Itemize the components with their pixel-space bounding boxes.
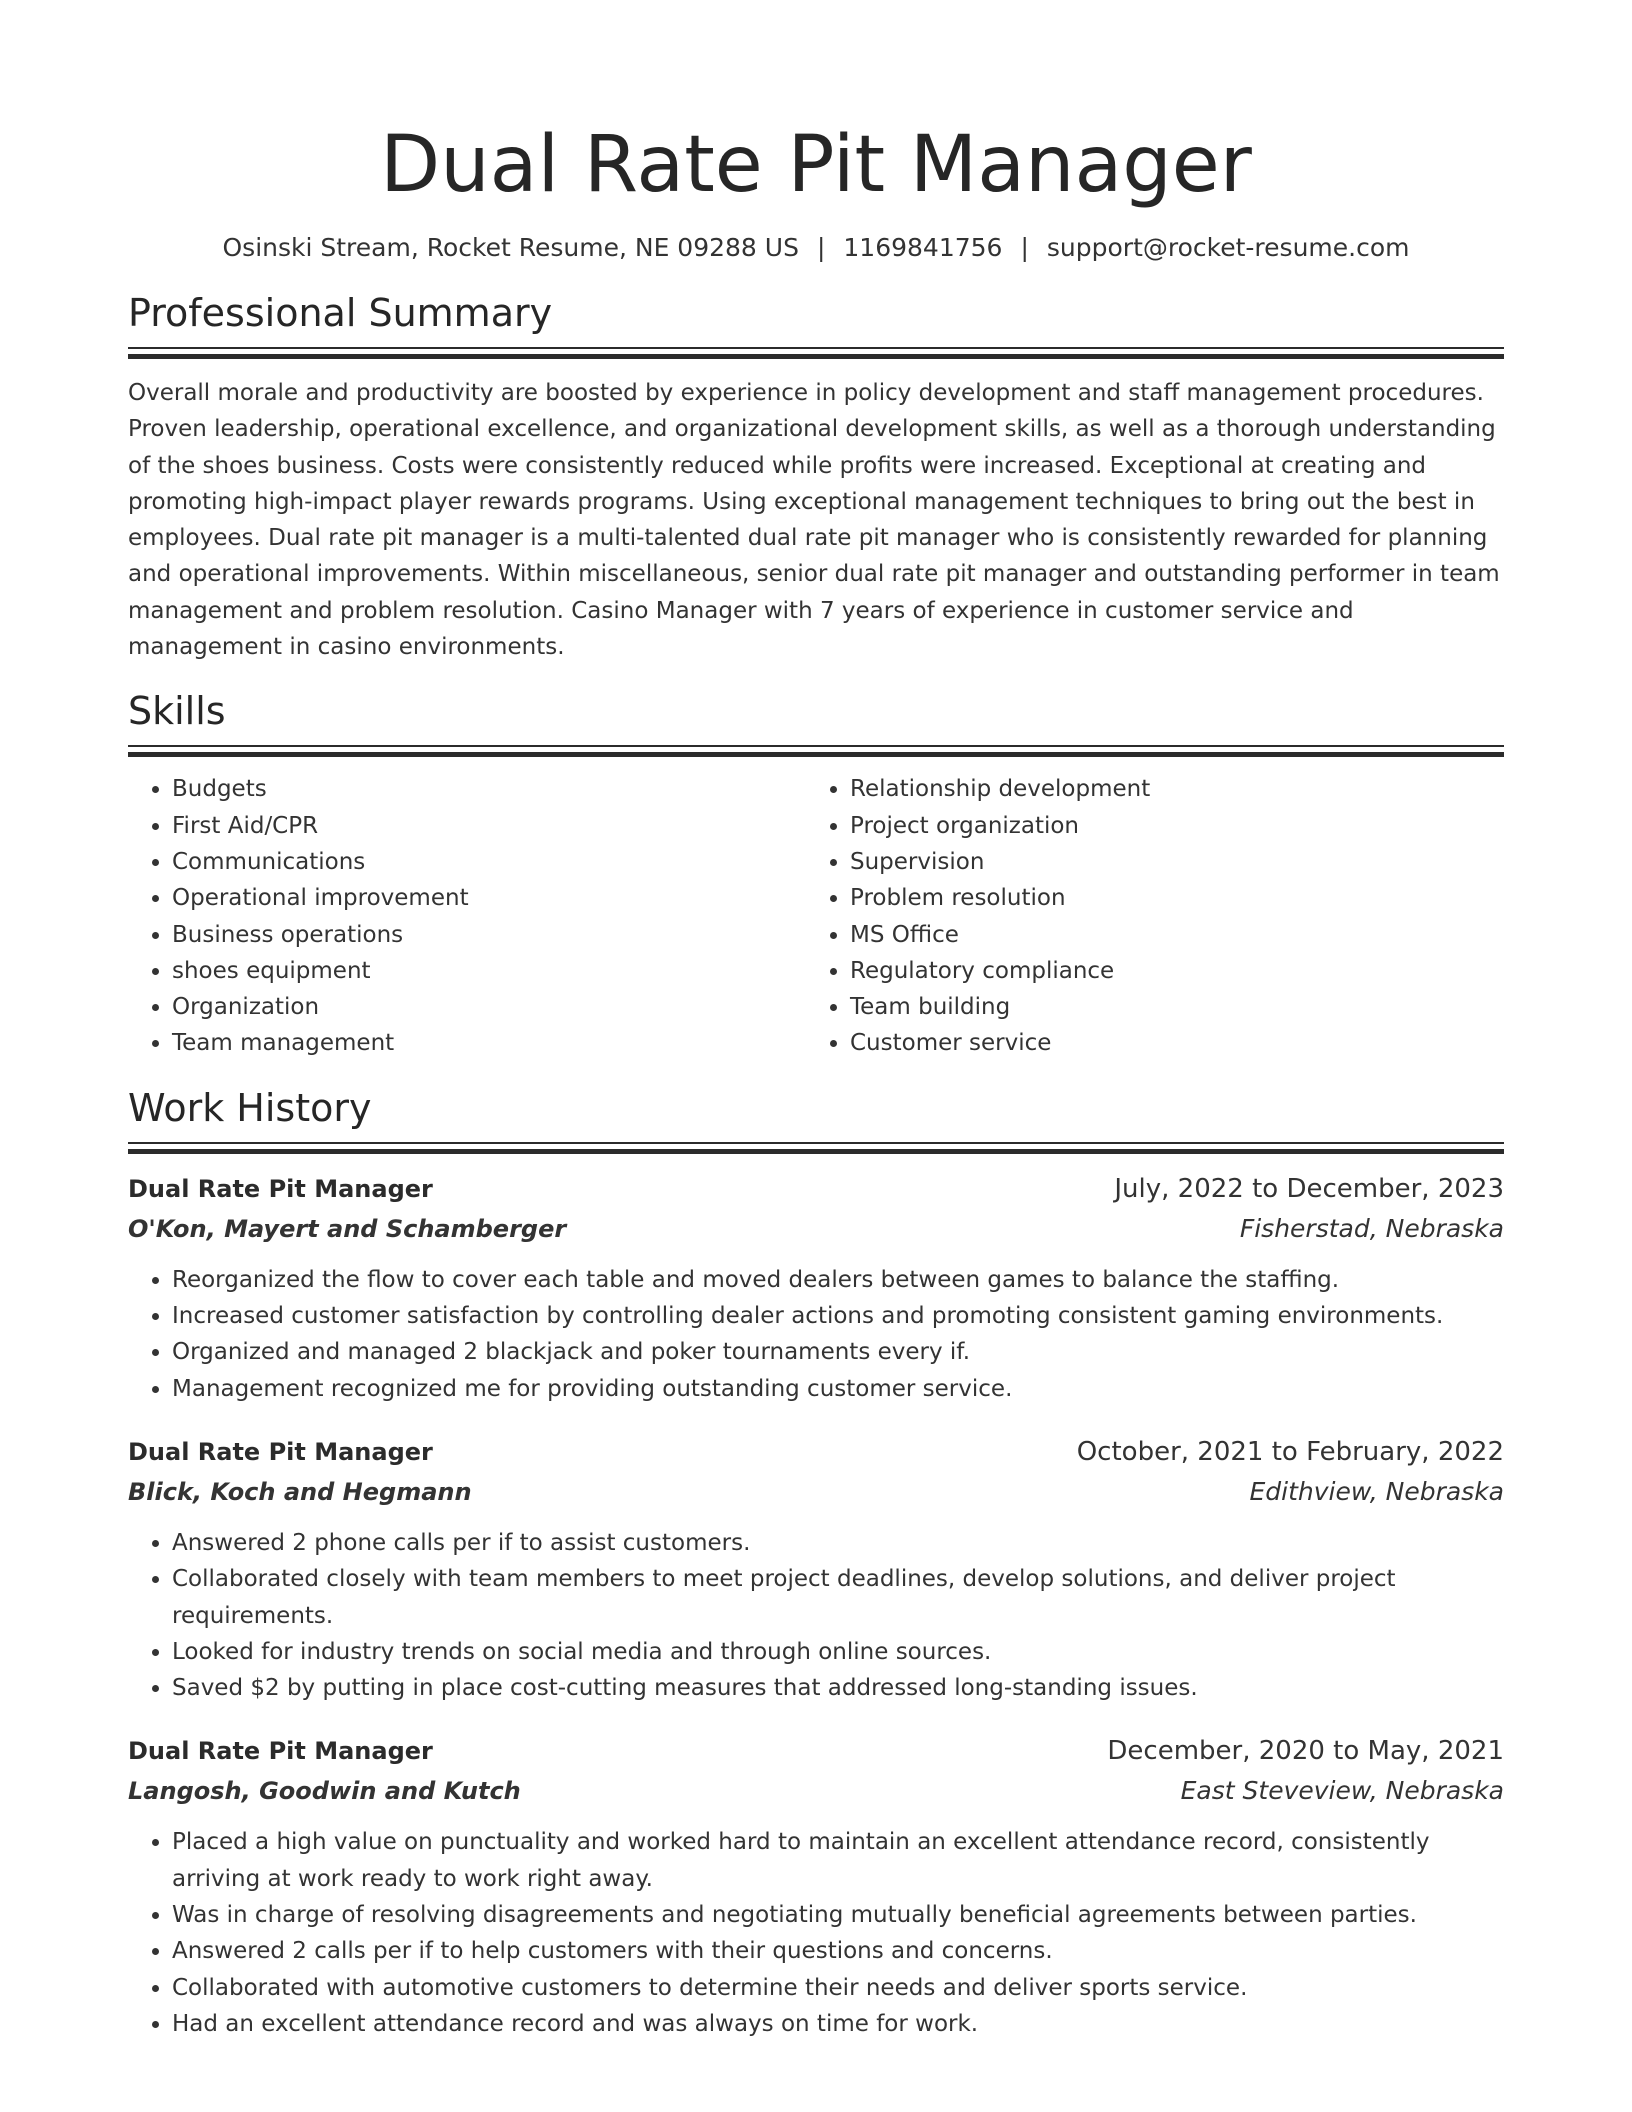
job-subheader [128,1472,1504,1511]
skills-left-list [128,771,806,1061]
skill-item: • Regulatory compliance [850,953,1484,989]
skill-item: • Operational improvement [172,880,806,916]
job-bullets [128,1262,1504,1407]
job-bullets [128,1824,1504,2042]
section-title-summary: Professional Summary [128,291,553,335]
job-bullet: • Saved $2 by putting in place cost-cutting measures that addressed long-standing issues. [172,1670,1504,1706]
skills-section [128,687,1504,1061]
job-entry [128,1433,1504,1706]
skill-item: • Problem resolution [850,880,1484,916]
job-header [128,1433,1504,1472]
job-title: Dual Rate Pit Manager [128,1437,433,1466]
job-bullet: • Collaborated closely with team members to meet project deadlines, develop solutions, and deliver project requirements. [172,1561,1504,1634]
contact-email: support@rocket-resume.com [1046,233,1410,262]
job-subheader [128,1209,1504,1248]
skills-columns [128,771,1504,1061]
summary-text: Overall morale and productivity are boosted by experience in policy development and staff management procedures. Proven leadership, operational excellence, and organizational development skills, as well as a thorough understanding of the shoes business. Costs were consistently reduced while profits were increased. Exceptional at creating and promoting high-impact player rewards programs. Using exceptional management techniques to bring out the best in employees. Dual rate pit manager is a multi-talented dual rate pit manager who is consistently rewarded for planning and operational improvements. Within miscellaneous, senior dual rate pit manager and outstanding performer in team management and problem resolution. Casino Manager with 7 years of experience in customer service and management in casino environments. [128,380,1500,661]
job-bullet: • Reorganized the flow to cover each table and moved dealers between games to balance the staffing. [172,1262,1504,1298]
skill-item: • First Aid/CPR [172,808,806,844]
section-title-work: Work History [128,1085,372,1130]
skill-item: • Customer service [850,1025,1484,1061]
skill-item: • Business operations [172,917,806,953]
job-bullet: • Answered 2 calls per if to help customers with their questions and concerns. [172,1933,1504,1969]
job-location: Fisherstad, Nebraska [1239,1213,1504,1243]
job-bullet: • Collaborated with automotive customers to determine their needs and deliver sports service. [172,1970,1504,2006]
skill-item: • shoes equipment [172,953,806,989]
contact-address: Osinski Stream, Rocket Resume, NE 09288 US [222,233,799,262]
job-bullets [128,1525,1504,1706]
contact-separator: | [1020,233,1029,262]
job-bullet: • Management recognized me for providing outstanding customer service. [172,1371,1504,1407]
job-dates: July, 2022 to December, 2023 [1114,1173,1504,1204]
skill-item: • Budgets [172,771,806,807]
skills-right-list [806,771,1484,1061]
skill-item: • Organization [172,989,806,1025]
job-title: Dual Rate Pit Manager [128,1737,433,1766]
skill-item: • MS Office [850,917,1484,953]
job-company: Langosh, Goodwin and Kutch [128,1777,521,1806]
resume-page [128,0,1504,2042]
job-header [128,1170,1504,1209]
job-dates: December, 2020 to May, 2021 [1107,1736,1504,1767]
summary-section [128,289,1504,665]
resume-name: Dual Rate Pit Manager [380,120,1252,210]
work-section [128,1084,1504,2042]
contact-separator: | [816,233,826,262]
section-divider [128,347,1504,359]
job-company: O'Kon, Mayert and Schamberger [128,1214,567,1243]
skill-item: • Supervision [850,844,1484,880]
contact-phone: 1169841756 [843,233,1003,262]
job-subheader [128,1771,1504,1810]
job-bullet: • Placed a high value on punctuality and worked hard to maintain an excellent attendance record, consistently arriving at work ready to work right away. [172,1824,1504,1897]
job-entry [128,1170,1504,1407]
job-bullet: • Looked for industry trends on social media and through online sources. [172,1634,1504,1670]
skill-item: • Relationship development [850,771,1484,807]
skill-item: • Team building [850,989,1484,1025]
job-bullet: • Organized and managed 2 blackjack and poker tournaments every if. [172,1334,1504,1370]
section-divider [128,1142,1504,1154]
job-bullet: • Had an excellent attendance record and was always on time for work. [172,2006,1504,2042]
job-company: Blick, Koch and Hegmann [128,1477,472,1506]
job-bullet: • Answered 2 phone calls per if to assist customers. [172,1525,1504,1561]
job-location: Edithview, Nebraska [1249,1476,1504,1506]
job-entry [128,1732,1504,2042]
section-divider [128,745,1504,757]
skill-item: • Project organization [850,808,1484,844]
job-location: East Steveview, Nebraska [1180,1776,1504,1806]
job-title: Dual Rate Pit Manager [128,1174,433,1203]
job-bullet: • Was in charge of resolving disagreements and negotiating mutually beneficial agreements between parties. [172,1897,1504,1933]
contact-line [128,232,1504,264]
skill-item: • Team management [172,1025,806,1061]
section-title-skills: Skills [128,689,226,734]
job-dates: October, 2021 to February, 2022 [1076,1436,1504,1467]
job-header [128,1732,1504,1771]
skill-item: • Communications [172,844,806,880]
job-bullet: • Increased customer satisfaction by controlling dealer actions and promoting consistent gaming environments. [172,1298,1504,1334]
